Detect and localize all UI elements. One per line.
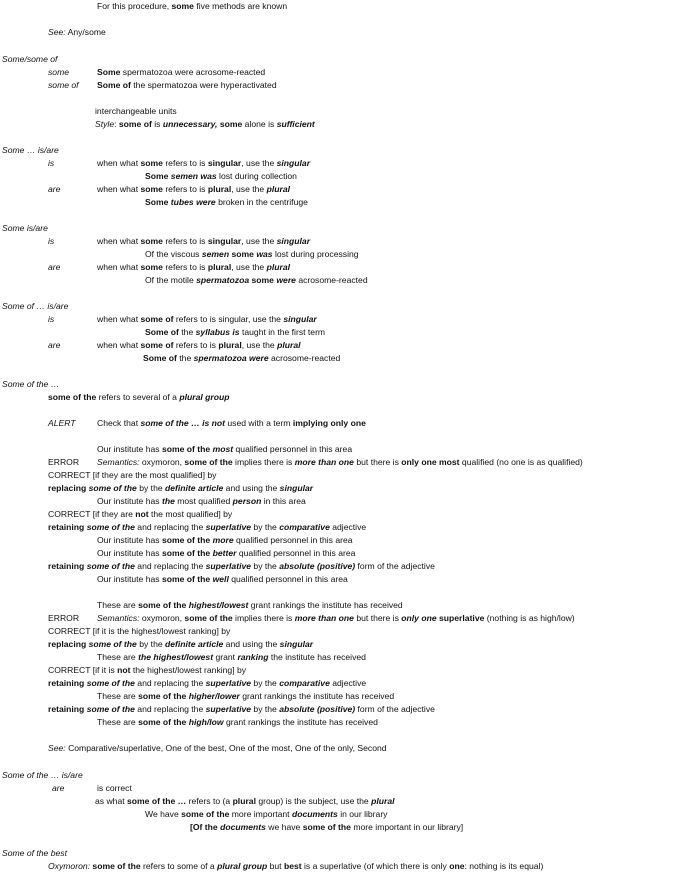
text-line xyxy=(2,770,83,781)
text-line xyxy=(97,548,355,559)
text-run: implies there is xyxy=(232,613,295,623)
text-run: definite article xyxy=(165,483,224,493)
text-run: lost during collection xyxy=(216,171,297,181)
text-run: oxymoron, xyxy=(139,457,185,467)
text-run: We have xyxy=(145,809,182,819)
text-run: Some of the best xyxy=(2,848,67,858)
text-run: acrosome-reacted xyxy=(268,353,341,363)
text-run: and replacing the xyxy=(134,522,206,532)
text-run: singular xyxy=(283,314,317,324)
text-line xyxy=(95,106,177,117)
text-run: are xyxy=(52,783,65,793)
text-line xyxy=(97,717,378,728)
text-run: but there is xyxy=(353,613,402,623)
text-run: syllabus is xyxy=(195,327,240,337)
text-run: five methods are known xyxy=(193,1,288,11)
text-line xyxy=(2,379,59,390)
text-run: by the xyxy=(251,678,280,688)
text-run: documents xyxy=(291,809,338,819)
text-line xyxy=(48,158,54,169)
text-run: , use the xyxy=(231,184,267,194)
text-line xyxy=(97,496,306,507)
text-run: retaining xyxy=(48,678,87,688)
text-run: Some xyxy=(145,197,171,207)
text-run: adjective xyxy=(329,522,367,532)
text-run: the xyxy=(176,353,194,363)
text-run: Our institute has xyxy=(97,496,162,506)
text-run: some of the xyxy=(161,574,213,584)
text-run: when what xyxy=(97,314,141,324)
text-run: lost during processing xyxy=(272,249,359,259)
text-line xyxy=(48,665,246,676)
text-run: plural xyxy=(266,262,290,272)
text-run: implies there is xyxy=(232,457,295,467)
text-run: are xyxy=(48,184,61,194)
text-run: in our library xyxy=(337,809,388,819)
text-run: more than one xyxy=(294,457,354,467)
text-run: not xyxy=(135,509,149,519)
text-line xyxy=(145,809,387,820)
text-run: some of the xyxy=(86,522,135,532)
text-run: and using the xyxy=(223,483,280,493)
text-line xyxy=(48,678,366,689)
text-run: singular xyxy=(276,236,311,246)
text-run: plural xyxy=(218,340,242,350)
text-run: , use the xyxy=(241,236,277,246)
text-run: are xyxy=(48,340,61,350)
text-run: and replacing the xyxy=(134,704,206,714)
text-run: is xyxy=(48,314,55,324)
text-run: some of the xyxy=(92,861,141,871)
text-run: we have xyxy=(265,822,303,832)
text-run: by the xyxy=(251,704,280,714)
text-run: alone is xyxy=(242,119,277,129)
text-run: ERROR xyxy=(48,457,80,467)
text-line xyxy=(48,522,366,533)
text-run: refers to (a xyxy=(186,796,233,806)
text-run: superlative xyxy=(205,561,252,571)
text-run: more xyxy=(212,535,234,545)
text-run: but there is xyxy=(353,457,402,467)
text-line xyxy=(48,418,76,429)
text-run: plural xyxy=(207,184,232,194)
text-run: taught in the first term xyxy=(239,327,326,337)
text-run: the institute has received xyxy=(268,652,366,662)
text-line xyxy=(97,184,290,195)
text-run: some xyxy=(219,119,243,129)
text-line xyxy=(48,743,387,754)
text-run: adjective xyxy=(329,678,367,688)
text-run: Semantics: xyxy=(97,613,140,623)
text-line xyxy=(48,704,435,715)
text-line xyxy=(48,626,230,637)
text-run: Some of xyxy=(143,353,177,363)
text-run: refers to is xyxy=(162,262,208,272)
text-run: some of the xyxy=(86,678,135,688)
text-run: oxymoron, xyxy=(139,613,185,623)
text-run: (nothing is as high/low) xyxy=(484,613,575,623)
text-run: more than one xyxy=(294,613,354,623)
text-line xyxy=(48,340,60,351)
text-run: semen xyxy=(201,249,230,259)
text-run: replacing xyxy=(48,639,89,649)
text-run: highest/lowest xyxy=(188,600,249,610)
text-run: in this area xyxy=(261,496,306,506)
text-run: CORRECT [if it is the highest/lowest ranking] by xyxy=(48,626,231,636)
text-run: CORRECT [if they are the most qualified] by xyxy=(48,470,217,480)
text-run: [Of the xyxy=(190,822,221,832)
text-run: some of the xyxy=(161,535,213,545)
text-run: Comparative/superlative, One of the best, One of the most, One of the only, Second xyxy=(65,743,387,753)
text-line xyxy=(145,327,325,338)
text-run: some xyxy=(171,1,194,11)
text-run: : nothing is its equal) xyxy=(464,861,544,871)
text-run: form of the adjective xyxy=(355,561,435,571)
text-run: Some of xyxy=(97,80,131,90)
text-run: some of the xyxy=(138,691,189,701)
text-line xyxy=(145,197,308,208)
text-run: when what xyxy=(97,236,141,246)
text-run: some of the xyxy=(161,444,213,454)
text-run: person xyxy=(232,496,262,506)
text-run: well xyxy=(212,574,229,584)
text-run: group) is the subject, use the xyxy=(255,796,372,806)
text-run: the most qualified] by xyxy=(148,509,233,519)
text-line xyxy=(48,184,60,195)
text-run: some of the xyxy=(86,704,135,714)
text-run: Semantics: xyxy=(97,457,140,467)
text-line xyxy=(2,301,68,312)
text-run: spermatozoa xyxy=(196,275,250,285)
text-line xyxy=(143,353,340,364)
text-run: some of the xyxy=(138,717,189,727)
text-run: superlative xyxy=(205,678,252,688)
text-run: more important in our library] xyxy=(350,822,464,832)
text-run: is xyxy=(151,119,163,129)
text-line xyxy=(145,249,359,260)
text-run: some of the … xyxy=(127,796,187,806)
text-run: used with a term xyxy=(224,418,293,428)
text-run: spermatozoa were acrosome-reacted xyxy=(120,67,266,77)
text-run: Our institute has xyxy=(97,548,162,558)
text-run: definite article xyxy=(165,639,224,649)
text-line xyxy=(97,600,403,611)
text-run: singular xyxy=(276,158,311,168)
text-run: some of the … is not xyxy=(140,418,225,428)
text-run: CORRECT [if it is xyxy=(48,665,118,675)
text-run: These are xyxy=(97,600,139,610)
text-run: These are xyxy=(97,691,139,701)
text-run: Some/some of xyxy=(2,54,58,64)
text-line xyxy=(97,574,348,585)
text-run: some of the xyxy=(302,822,351,832)
text-line xyxy=(97,613,575,624)
text-run: some xyxy=(140,236,163,246)
text-line xyxy=(97,262,290,273)
text-line xyxy=(48,67,69,78)
text-run: some xyxy=(140,158,163,168)
text-run: plural xyxy=(266,184,290,194)
text-run: Our institute has xyxy=(97,535,162,545)
text-run: See: xyxy=(48,27,66,37)
text-run: Our institute has xyxy=(97,574,162,584)
text-run: acrosome-reacted xyxy=(295,275,368,285)
text-run: refers to some of a xyxy=(140,861,218,871)
text-run: is correct xyxy=(97,783,132,793)
text-run: refers to several of a xyxy=(96,392,180,402)
text-line xyxy=(145,275,368,286)
text-run: Some xyxy=(145,171,171,181)
text-run: absolute (positive) xyxy=(279,704,356,714)
text-line xyxy=(97,1,287,12)
text-run: is a superlative (of which there is only xyxy=(301,861,450,871)
text-run: implying only one xyxy=(292,418,366,428)
text-line xyxy=(48,561,435,572)
text-run: when what xyxy=(97,158,141,168)
text-line xyxy=(48,470,216,481)
text-run: most qualified xyxy=(174,496,233,506)
text-run: by the xyxy=(251,522,280,532)
text-run: some of the xyxy=(88,639,137,649)
text-run: plural xyxy=(207,262,232,272)
text-line xyxy=(2,848,67,859)
text-run: Of the motile xyxy=(145,275,197,285)
text-run: singular xyxy=(207,158,242,168)
text-run: some of the xyxy=(138,600,189,610)
text-run: grant rankings the institute has received xyxy=(248,600,403,610)
text-run: sufficient xyxy=(276,119,315,129)
text-run: when what xyxy=(97,340,141,350)
text-line xyxy=(97,236,310,247)
text-run: and replacing the xyxy=(134,678,206,688)
text-run: some of the xyxy=(161,548,213,558)
text-line xyxy=(48,639,313,650)
text-run: are xyxy=(48,262,61,272)
text-run: refers to is xyxy=(162,184,208,194)
text-run: qualified personnel in this area xyxy=(233,444,353,454)
text-run: , use the xyxy=(241,158,277,168)
text-run: broken in the centrifuge xyxy=(215,197,308,207)
text-run: is xyxy=(48,158,55,168)
text-run: some of xyxy=(140,340,174,350)
text-run: ALERT xyxy=(48,418,76,428)
text-run: replacing xyxy=(48,483,89,493)
text-run: Some of the … is/are xyxy=(2,770,83,780)
text-run: Some of the … xyxy=(2,379,60,389)
text-run: comparative xyxy=(279,522,330,532)
text-run: qualified personnel in this area xyxy=(228,574,348,584)
text-run: some xyxy=(140,184,163,194)
text-run: the xyxy=(178,327,196,337)
text-run: Any/some xyxy=(65,27,106,37)
text-run: absolute (positive) xyxy=(279,561,356,571)
text-line xyxy=(48,80,79,91)
text-run: tubes were xyxy=(170,197,216,207)
text-line xyxy=(95,796,395,807)
text-line xyxy=(2,145,59,156)
text-line xyxy=(48,392,229,403)
text-line xyxy=(190,822,463,833)
text-line xyxy=(97,691,394,702)
text-line xyxy=(97,783,132,794)
text-line xyxy=(97,158,310,169)
text-line xyxy=(48,262,60,273)
text-run: and replacing the xyxy=(134,561,206,571)
text-line xyxy=(95,119,315,130)
text-run: form of the adjective xyxy=(355,704,435,714)
text-line xyxy=(48,509,232,520)
text-run: refers to is xyxy=(173,340,219,350)
text-run: qualified (no one is as qualified) xyxy=(459,457,583,467)
text-run: grant rankings the institute has received xyxy=(223,717,378,727)
text-run: documents xyxy=(220,822,266,832)
text-run: plural xyxy=(371,796,395,806)
text-run: : xyxy=(114,119,119,129)
text-run: better xyxy=(212,548,237,558)
text-run: Style xyxy=(95,119,115,129)
text-run: by the xyxy=(136,639,166,649)
text-run: refers to is xyxy=(162,236,208,246)
text-run: superlative xyxy=(205,704,252,714)
text-run: not xyxy=(117,665,131,675)
text-run: only one xyxy=(401,613,437,623)
text-run: some of the xyxy=(86,561,135,571)
text-run: some of xyxy=(48,80,79,90)
text-line xyxy=(97,444,352,455)
text-run: qualified personnel in this area xyxy=(236,548,356,558)
text-run: plural group xyxy=(217,861,268,871)
text-run: Check that xyxy=(97,418,141,428)
text-run: Some xyxy=(97,67,121,77)
text-run: the highest/lowest ranking] by xyxy=(130,665,247,675)
text-run: qualified personnel in this area xyxy=(233,535,353,545)
text-run: the highest/lowest xyxy=(138,652,214,662)
text-run: See: xyxy=(48,743,66,753)
text-run: by the xyxy=(136,483,166,493)
text-run: retaining xyxy=(48,561,87,571)
text-run: but xyxy=(267,861,284,871)
text-run: is xyxy=(48,236,55,246)
text-run: plural xyxy=(277,340,301,350)
text-run: by the xyxy=(251,561,280,571)
text-run: Of the viscous xyxy=(145,249,202,259)
text-line xyxy=(97,67,265,78)
text-run: plural group xyxy=(179,392,230,402)
text-run: singular xyxy=(207,236,242,246)
text-run: some of the xyxy=(184,613,233,623)
text-line xyxy=(48,27,106,38)
text-run: more important xyxy=(229,809,292,819)
text-run: semen was xyxy=(170,171,217,181)
text-run: high/low xyxy=(188,717,224,727)
text-line xyxy=(97,340,301,351)
text-run: one xyxy=(449,861,465,871)
text-line xyxy=(97,652,366,663)
text-run: refers to is singular, use the xyxy=(173,314,284,324)
text-run: singular xyxy=(279,483,314,493)
text-line xyxy=(48,314,54,325)
text-run: plural xyxy=(232,796,256,806)
text-run: some of the xyxy=(48,392,97,402)
text-run: some of the xyxy=(181,809,230,819)
text-run: some xyxy=(48,67,70,77)
text-line xyxy=(2,54,57,65)
text-run: the xyxy=(161,496,175,506)
text-line xyxy=(48,236,54,247)
text-run: were xyxy=(276,275,296,285)
text-line xyxy=(48,457,79,468)
text-run: some xyxy=(140,262,163,272)
text-run: ranking xyxy=(237,652,269,662)
text-run: higher/lower xyxy=(188,691,240,701)
text-run: some of xyxy=(140,314,174,324)
text-line xyxy=(48,483,313,494)
text-run: Some of xyxy=(145,327,179,337)
text-line xyxy=(145,171,297,182)
text-run: the spermatozoa were hyperactivated xyxy=(130,80,277,90)
text-run: These are xyxy=(97,717,139,727)
text-run: superlative xyxy=(439,613,485,623)
text-run: retaining xyxy=(48,522,87,532)
text-run: These are xyxy=(97,652,139,662)
text-line xyxy=(97,418,366,429)
text-run: when what xyxy=(97,262,141,272)
text-run: only one most xyxy=(401,457,460,467)
text-line xyxy=(2,223,48,234)
text-run: some xyxy=(251,275,274,285)
text-run: Oxymoron: xyxy=(48,861,91,871)
text-run: some xyxy=(231,249,254,259)
text-run: was xyxy=(256,249,273,259)
text-line xyxy=(97,80,277,91)
text-run: Our institute has xyxy=(97,444,162,454)
text-line xyxy=(48,613,79,624)
text-run: For this procedure, xyxy=(97,1,172,11)
text-run: grant rankings the institute has received xyxy=(239,691,395,701)
text-run: best xyxy=(283,861,302,871)
text-run: superlative xyxy=(205,522,252,532)
text-run: most xyxy=(212,444,234,454)
text-run: spermatozoa were xyxy=(193,353,269,363)
text-run: Some of … is/are xyxy=(2,301,69,311)
text-run: some of the xyxy=(184,457,233,467)
text-run: and using the xyxy=(223,639,280,649)
text-run: as what xyxy=(95,796,128,806)
text-run: comparative xyxy=(279,678,330,688)
text-run: , use the xyxy=(231,262,267,272)
text-line xyxy=(52,783,64,794)
text-run: , use the xyxy=(241,340,278,350)
text-run: when what xyxy=(97,184,141,194)
text-run: ERROR xyxy=(48,613,80,623)
text-line xyxy=(97,535,353,546)
text-run: Some is/are xyxy=(2,223,48,233)
text-run: Some … is/are xyxy=(2,145,59,155)
text-run: some of the xyxy=(88,483,137,493)
text-line xyxy=(97,314,317,325)
text-run: unnecessary, xyxy=(162,119,218,129)
text-run: interchangeable units xyxy=(95,106,177,116)
text-run: grant xyxy=(213,652,238,662)
text-run: CORRECT [if they are xyxy=(48,509,136,519)
text-line xyxy=(48,861,543,872)
text-run: singular xyxy=(279,639,314,649)
text-run: refers to is xyxy=(162,158,208,168)
text-run: some of xyxy=(118,119,152,129)
text-line xyxy=(97,457,583,468)
text-run: retaining xyxy=(48,704,87,714)
